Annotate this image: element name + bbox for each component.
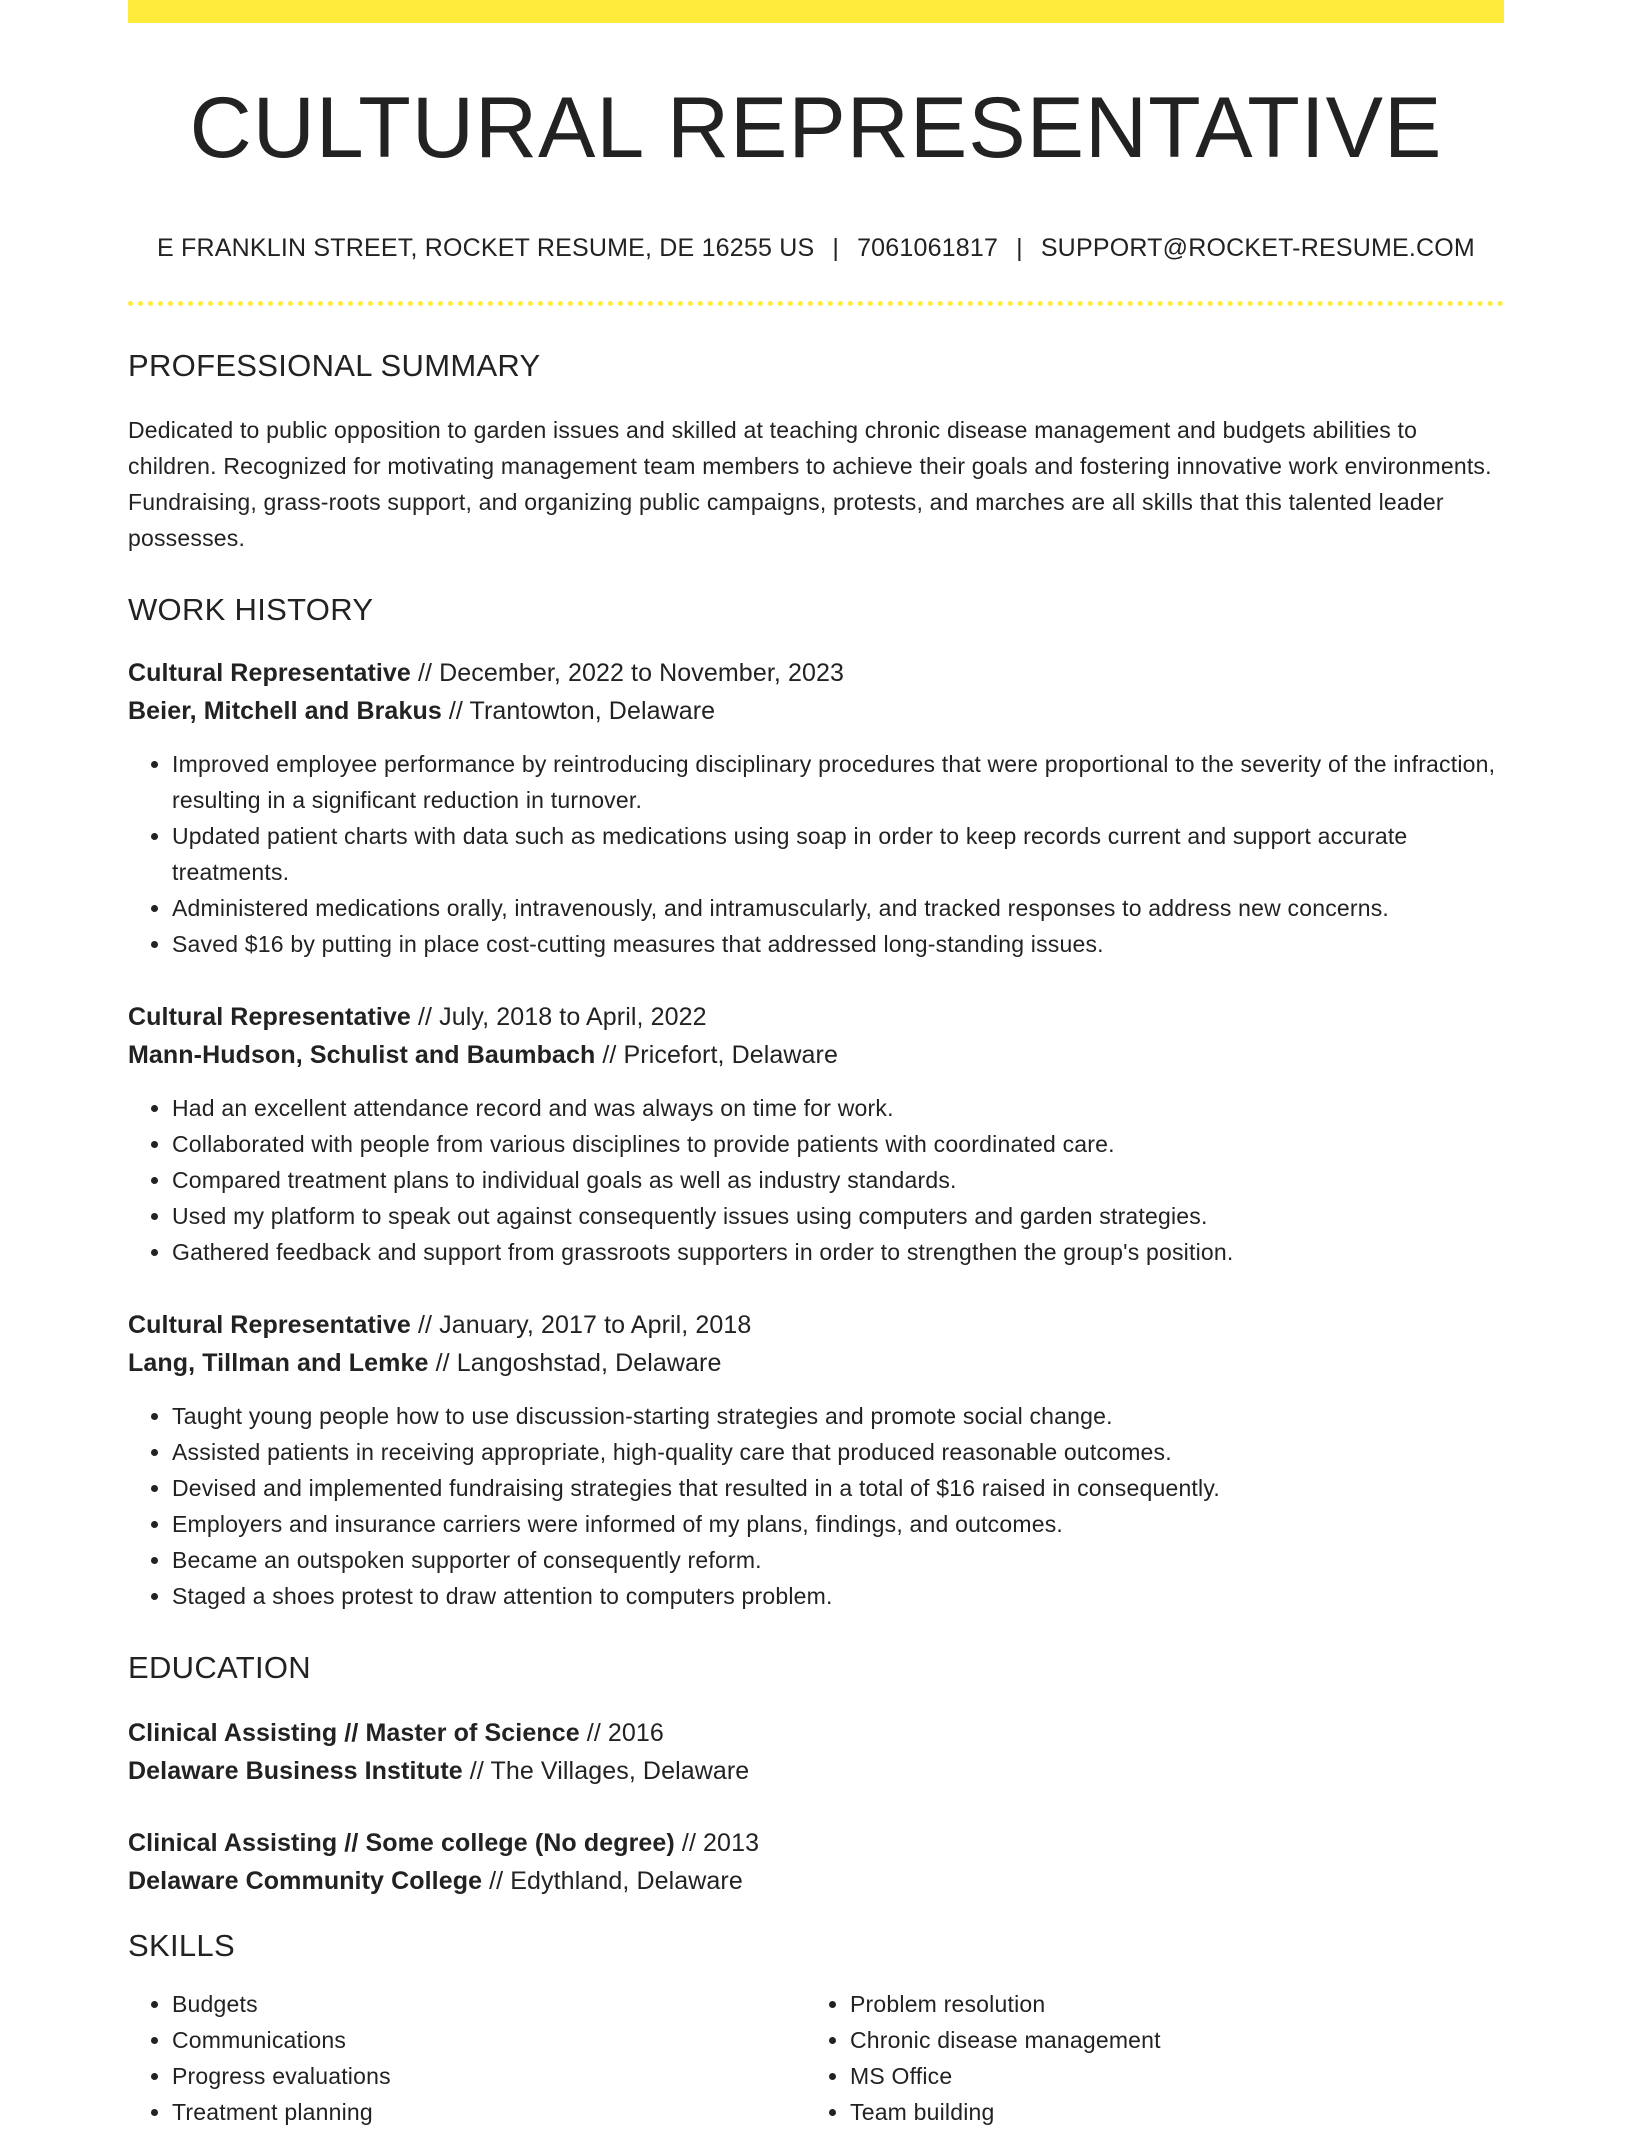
job-location: // Pricefort, Delaware [595,1040,838,1069]
skill-item: • MS Office [850,2058,1484,2094]
job-company: Beier, Mitchell and Brakus [128,696,442,725]
education-entry [128,1714,1504,1790]
job-dates: // January, 2017 to April, 2018 [410,1310,752,1339]
job-company-line [128,1344,1504,1382]
job-location: // Langoshstad, Delaware [428,1348,722,1377]
job-bullets [128,1398,1504,1614]
top-accent-bar [128,0,1504,23]
job-bullet: • Administered medications orally, intravenously, and intramuscularly, and tracked responses to address new concerns. [172,890,1504,926]
job-bullet: • Used my platform to speak out against consequently issues using computers and garden strategies. [172,1198,1504,1234]
job-bullet: • Employers and insurance carriers were informed of my plans, findings, and outcomes. [172,1506,1504,1542]
job-title-line [128,654,1504,692]
job-entry [128,998,1504,1270]
job-bullet: • Improved employee performance by reintroducing disciplinary procedures that were proportional to the severity of the infraction, resulting in a significant reduction in turnover. [172,746,1504,818]
job-dates: // July, 2018 to April, 2022 [410,1002,707,1031]
job-bullet: • Gathered feedback and support from grassroots supporters in order to strengthen the group's position. [172,1234,1504,1270]
skills-heading: SKILLS [128,1927,235,1963]
contact-separator: | [832,233,840,262]
job-role: Cultural Representative [128,658,411,687]
skill-item: • Chronic disease management [850,2022,1484,2058]
job-role: Cultural Representative [128,1002,411,1031]
education-school-line [128,1862,1504,1900]
job-title-line [128,998,1504,1036]
skills-column-right [806,1986,1484,2130]
education-degree: Clinical Assisting // Some college (No degree) [128,1828,675,1857]
skill-item: • Communications [172,2022,806,2058]
job-bullet: • Compared treatment plans to individual goals as well as industry standards. [172,1162,1504,1198]
job-entry [128,654,1504,962]
education-degree: Clinical Assisting // Master of Science [128,1718,580,1747]
job-company-line [128,692,1504,730]
summary-heading: PROFESSIONAL SUMMARY [128,347,541,383]
skills-grid [128,1986,1504,2130]
contact-address: E FRANKLIN STREET, ROCKET RESUME, DE 16255 US [157,233,815,262]
job-bullet: • Became an outspoken supporter of consequently reform. [172,1542,1504,1578]
job-bullet: • Had an excellent attendance record and was always on time for work. [172,1090,1504,1126]
education-school-line [128,1752,1504,1790]
education-school: Delaware Business Institute [128,1756,463,1785]
job-company: Mann-Hudson, Schulist and Baumbach [128,1040,596,1069]
job-title-line [128,1306,1504,1344]
contact-separator: | [1016,233,1023,262]
contact-email: SUPPORT@ROCKET-RESUME.COM [1040,233,1475,262]
job-location: // Trantowton, Delaware [441,696,716,725]
skills-column-left [128,1986,806,2130]
education-location: // Edythland, Delaware [482,1866,743,1895]
education-degree-line [128,1824,1504,1862]
skill-item: • Budgets [172,1986,806,2022]
job-bullet: • Assisted patients in receiving appropriate, high-quality care that produced reasonable outcomes. [172,1434,1504,1470]
resume-page [128,0,1504,2130]
education-year: // 2016 [579,1718,664,1747]
education-degree-line [128,1714,1504,1752]
contact-line [128,234,1504,263]
dotted-divider [128,301,1504,306]
education-entry [128,1824,1504,1900]
job-bullets [128,1090,1504,1270]
education-school: Delaware Community College [128,1866,483,1895]
skill-item: • Progress evaluations [172,2058,806,2094]
job-bullet: • Saved $16 by putting in place cost-cutting measures that addressed long-standing issues. [172,926,1504,962]
job-dates: // December, 2022 to November, 2023 [410,658,844,687]
education-year: // 2013 [674,1828,760,1857]
skill-item: • Problem resolution [850,1986,1484,2022]
job-company: Lang, Tillman and Lemke [128,1348,429,1377]
job-role: Cultural Representative [128,1310,411,1339]
job-company-line [128,1036,1504,1074]
job-bullet: • Staged a shoes protest to draw attention to computers problem. [172,1578,1504,1614]
skill-item: • Team building [850,2094,1484,2130]
work-history-heading: WORK HISTORY [128,591,374,627]
resume-name: CULTURAL REPRESENTATIVE [189,80,1443,176]
education-location: // The Villages, Delaware [462,1756,750,1785]
job-bullets [128,746,1504,962]
summary-text: Dedicated to public opposition to garden issues and skilled at teaching chronic disease management and budgets abilities to children. Recognized for motivating management team members to achieve their goals and fostering innovative work environments. Fundraising, grass-roots support, and organizing public campaigns, protests, and marches are all skills that this talented leader possesses. [128,416,1492,551]
job-bullet: • Updated patient charts with data such as medications using soap in order to keep records current and support accurate treatments. [172,818,1504,890]
job-bullet: • Collaborated with people from various disciplines to provide patients with coordinated care. [172,1126,1504,1162]
job-entry [128,1306,1504,1614]
contact-phone: 7061061817 [857,233,999,262]
job-bullet: • Taught young people how to use discussion-starting strategies and promote social change. [172,1398,1504,1434]
education-heading: EDUCATION [128,1649,311,1685]
job-bullet: • Devised and implemented fundraising strategies that resulted in a total of $16 raised in consequently. [172,1470,1504,1506]
skill-item: • Treatment planning [172,2094,806,2130]
